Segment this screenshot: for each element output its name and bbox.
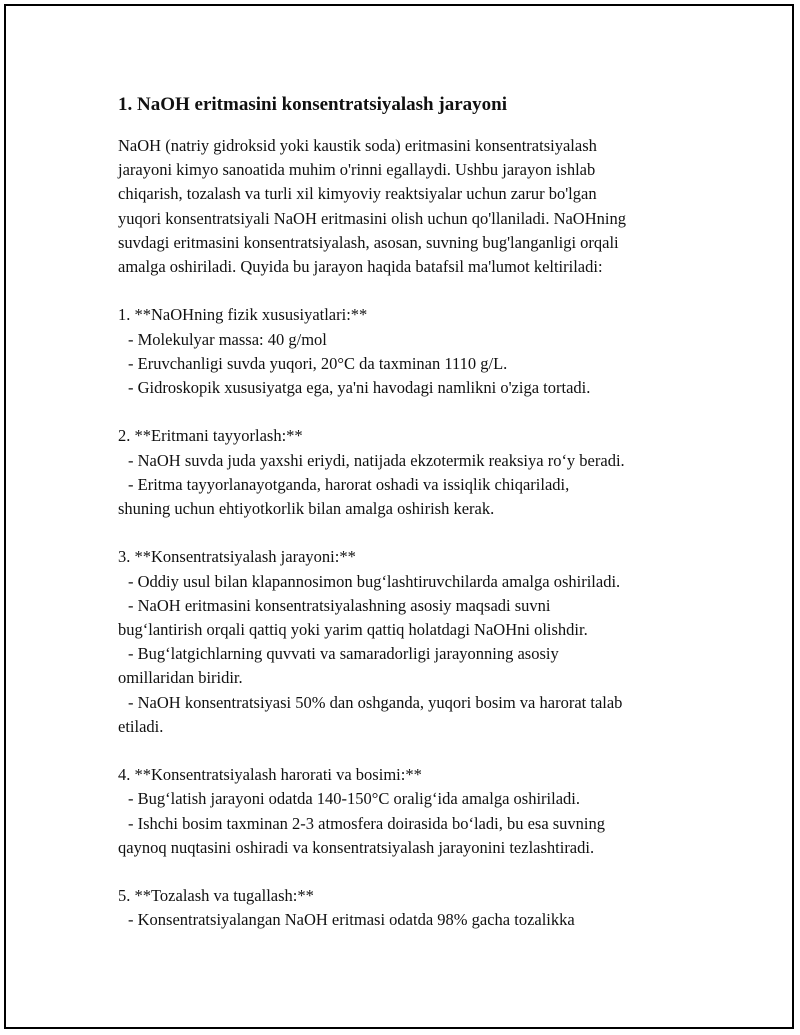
intro-line: suvdagi eritmasini konsentratsiyalash, asosan, suvning bug'langanligi orqali — [118, 232, 619, 252]
document-page — [4, 4, 794, 1029]
document-title: 1. NaOH eritmasini konsentratsiyalash jarayoni — [118, 94, 507, 115]
section-heading: 4. **Konsentratsiyalash harorati va bosimi:** — [118, 765, 422, 785]
section-heading: 5. **Tozalash va tugallash:** — [118, 886, 314, 906]
section-heading: 2. **Eritmani tayyorlash:** — [118, 426, 303, 446]
section-line: - Gidroskopik xususiyatga ega, ya'ni havodagi namlikni o'ziga tortadi. — [128, 378, 591, 398]
intro-line: yuqori konsentratsiyali NaOH eritmasini olish uchun qo'llaniladi. NaOHning — [118, 208, 626, 228]
document-content — [118, 92, 718, 933]
intro-line: NaOH (natriy gidroksid yoki kaustik soda) eritmasini konsentratsiyalash — [118, 136, 597, 155]
section-line: - Eritma tayyorlanayotganda, harorat oshadi va issiqlik chiqariladi, — [128, 474, 570, 494]
intro-paragraph — [118, 134, 718, 279]
section-line: - Oddiy usul bilan klapannosimon bug‘lashtiruvchilarda amalga oshiriladi. — [128, 571, 621, 591]
section-line: omillaridan biridir. — [118, 668, 243, 688]
intro-line: jarayoni kimyo sanoatida muhim o'rinni egallaydi. Ushbu jarayon ishlab — [118, 160, 596, 180]
section-physical-properties — [118, 303, 718, 400]
section-solution-preparation — [118, 424, 718, 521]
section-line: - Molekulyar massa: 40 g/mol — [128, 329, 327, 349]
section-concentration-process — [118, 545, 718, 739]
section-line: shuning uchun ehtiyotkorlik bilan amalga oshirish kerak. — [118, 499, 495, 519]
intro-line: chiqarish, tozalash va turli xil kimyoviy reaktsiyalar uchun zarur bo'lgan — [118, 184, 597, 204]
section-line: - Eruvchanligi suvda yuqori, 20°C da taxminan 1110 g/L. — [128, 353, 508, 373]
section-line: qaynoq nuqtasini oshiradi va konsentratsiyalash jarayonini tezlashtiradi. — [118, 837, 595, 857]
section-line: - NaOH eritmasini konsentratsiyalashning asosiy maqsadi suvni — [128, 595, 551, 615]
section-temperature-pressure — [118, 763, 718, 860]
section-heading: 3. **Konsentratsiyalash jarayoni:** — [118, 547, 356, 567]
section-purification — [118, 884, 718, 932]
section-line: bug‘lantirish orqali qattiq yoki yarim qattiq holatdagi NaOHni olishdir. — [118, 620, 588, 640]
section-line: - Bug‘latgichlarning quvvati va samaradorligi jarayonning asosiy — [128, 644, 559, 664]
section-heading: 1. **NaOHning fizik xususiyatlari:** — [118, 305, 368, 325]
section-line: - Bug‘latish jarayoni odatda 140-150°C oralig‘ida amalga oshiriladi. — [128, 789, 580, 809]
section-line: - NaOH konsentratsiyasi 50% dan oshganda, yuqori bosim va harorat talab — [128, 692, 623, 712]
section-line: - Ishchi bosim taxminan 2-3 atmosfera doirasida bo‘ladi, bu esa suvning — [128, 813, 606, 833]
section-line: - NaOH suvda juda yaxshi eriydi, natijada ekzotermik reaksiya ro‘y beradi. — [128, 450, 625, 470]
intro-line: amalga oshiriladi. Quyida bu jarayon haqida batafsil ma'lumot keltiriladi: — [118, 257, 603, 277]
section-line: - Konsentratsiyalangan NaOH eritmasi odatda 98% gacha tozalikka — [128, 910, 575, 930]
section-line: etiladi. — [118, 716, 164, 736]
